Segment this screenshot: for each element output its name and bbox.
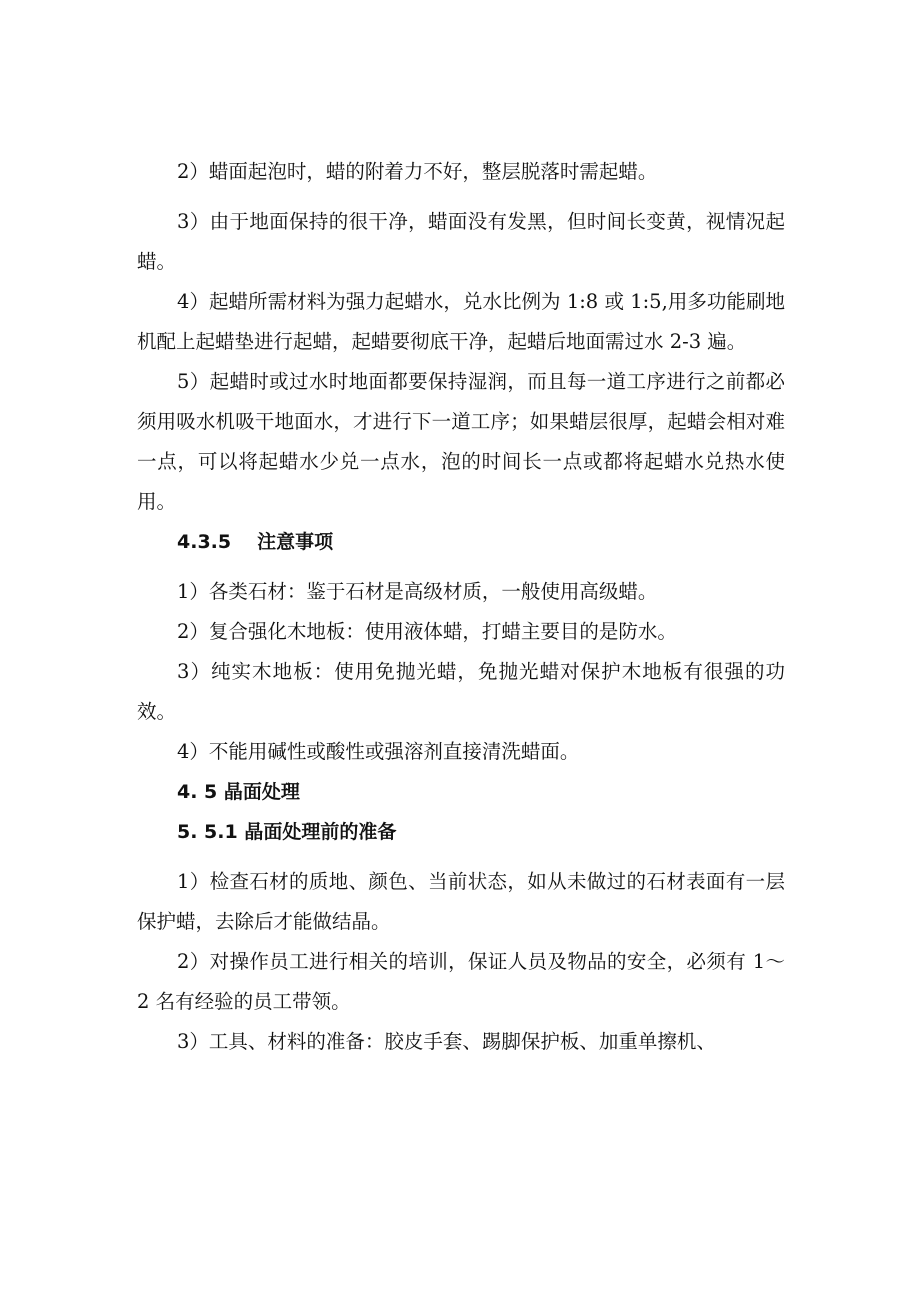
prep-staff-training: 2）对操作员工进行相关的培训，保证人员及物品的安全，必须有 1～2 名有经验的员工带领。 [137, 950, 785, 1013]
paragraph-wax-bubbling: 2）蜡面起泡时，蜡的附着力不好，整层脱落时需起蜡。 [177, 160, 658, 183]
note-no-strong-solvent: 4）不能用碱性或酸性或强溶剂直接清洗蜡面。 [177, 740, 580, 763]
note-stone: 1）各类石材：鉴于石材是高级材质，一般使用高级蜡。 [177, 580, 658, 603]
prep-check-stone: 1）检查石材的质地、颜色、当前状态，如从未做过的石材表面有一层保护蜡，去除后才能做结晶。 [137, 870, 785, 933]
section-heading-4-3-5 [137, 522, 785, 562]
paragraph-wax-yellowing: 3）由于地面保持的很干净，蜡面没有发黑，但时间长变黄，视情况起蜡。 [137, 210, 785, 273]
prep-tools-materials: 3）工具、材料的准备：胶皮手套、踢脚保护板、加重单擦机、 [177, 1030, 716, 1053]
section-heading-5-5-1: 5. 5.1 晶面处理前的准备 [177, 821, 397, 843]
section-heading-4-5: 4. 5 晶面处理 [177, 781, 300, 803]
note-laminate-floor: 2）复合强化木地板：使用液体蜡，打蜡主要目的是防水。 [177, 620, 677, 643]
note-solid-wood-floor: 3）纯实木地板：使用免抛光蜡，免抛光蜡对保护木地板有很强的功效。 [137, 660, 785, 723]
section-number: 4.3.5 [177, 531, 232, 553]
paragraph-keep-wet: 5）起蜡时或过水时地面都要保持湿润，而且每一道工序进行之前都必须用吸水机吸干地面水，才进行下一道工序；如果蜡层很厚，起蜡会相对难一点，可以将起蜡水少兑一点水，泡的时间长一点或都将起蜡水兑热水使用。 [137, 370, 785, 513]
section-title: 注意事项 [257, 531, 334, 553]
paragraph-stripping-materials: 4）起蜡所需材料为强力起蜡水，兑水比例为 1:8 或 1:5,用多功能刷地机配上起蜡垫进行起蜡，起蜡要彻底干净，起蜡后地面需过水 2-3 遍。 [137, 290, 785, 353]
document-page [137, 152, 785, 1062]
